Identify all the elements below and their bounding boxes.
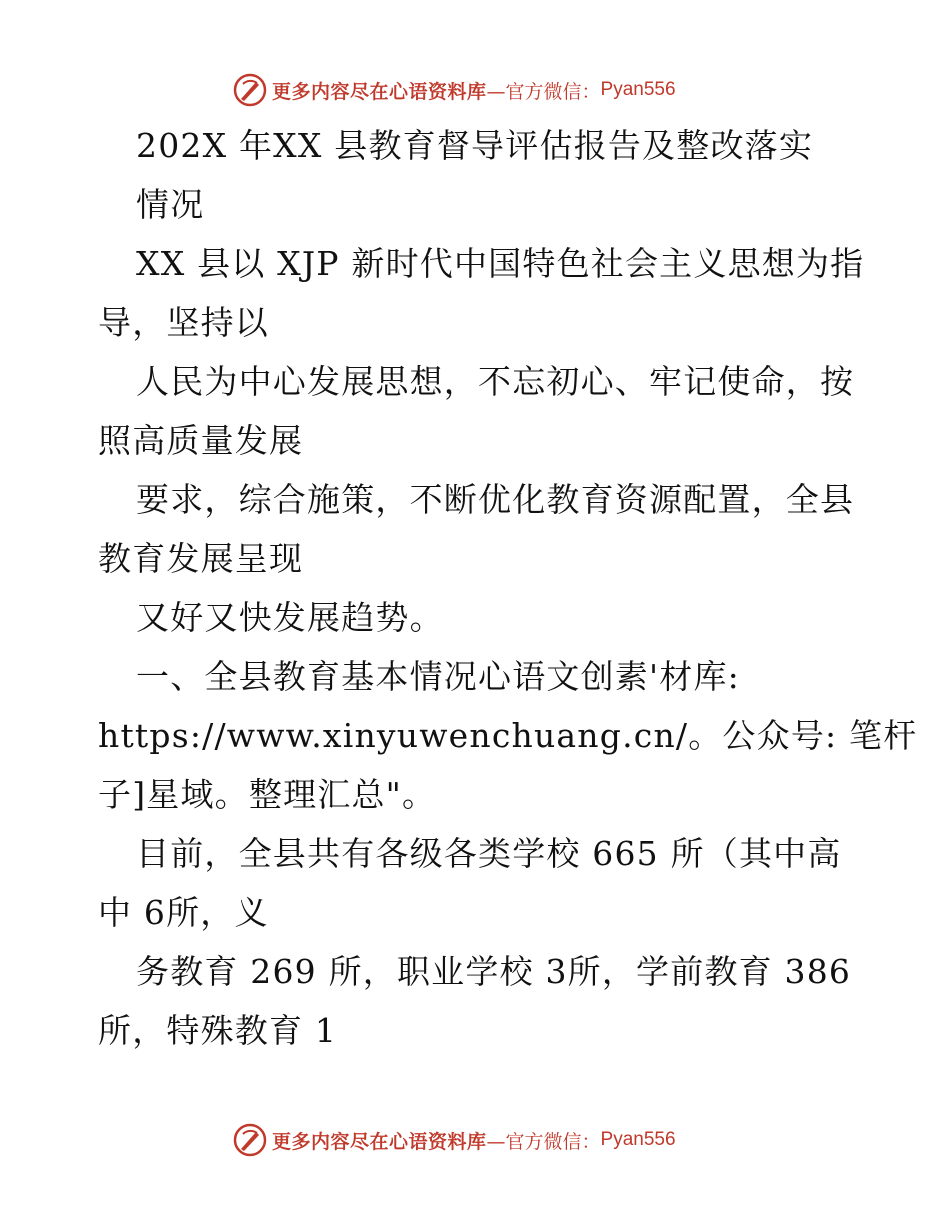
- banner-wechat-id: Pyan556: [600, 79, 676, 100]
- paragraph-line: 务教育 269 所，职业学校 3所，学前教育 386: [136, 952, 852, 991]
- banner-wechat-label: —官方微信：: [486, 80, 601, 103]
- paragraph-line: 中 6所，义: [98, 893, 269, 932]
- banner-brand-text: 更多内容尽在心语资料库: [272, 1130, 487, 1153]
- banner-wechat-id: Pyan556: [600, 1129, 676, 1150]
- paragraph-line: 人民为中心发展思想，不忘初心、牢记使命，按: [136, 362, 855, 401]
- banner-brand-text: 更多内容尽在心语资料库: [272, 80, 487, 103]
- quill-seal-icon: [232, 72, 268, 108]
- document-body: [98, 116, 918, 1060]
- paragraph-line: 教育发展呈现: [98, 539, 304, 578]
- paragraph-line: 要求，综合施策，不断优化教育资源配置，全县: [136, 480, 855, 519]
- paragraph-line: 目前，全县共有各级各类学校 665 所（其中高: [136, 834, 842, 873]
- paragraph-line: https://www.xinyuwenchuang.cn/。公众号: 笔杆: [98, 716, 918, 755]
- banner-wechat-label: —官方微信：: [486, 1130, 601, 1153]
- paragraph-line: 导，坚持以: [98, 303, 269, 342]
- paragraph-line: 所，特殊教育 1: [98, 1011, 338, 1050]
- header-banner: [232, 70, 676, 110]
- paragraph-line: XX 县以 XJP 新时代中国特色社会主义思想为指: [136, 244, 865, 283]
- paragraph-line: 子]星域。整理汇总"。: [98, 775, 437, 814]
- section-heading-line: 一、全县教育基本情况心语文创素'材库:: [136, 657, 740, 696]
- document-title-line: 202X 年XX 县教育督导评估报告及整改落实: [136, 126, 814, 165]
- quill-seal-icon: [232, 1122, 268, 1158]
- document-title-line: 情况: [136, 185, 205, 224]
- paragraph-line: 又好又快发展趋势。: [136, 598, 444, 637]
- paragraph-line: 照高质量发展: [98, 421, 304, 460]
- footer-banner: [232, 1120, 676, 1160]
